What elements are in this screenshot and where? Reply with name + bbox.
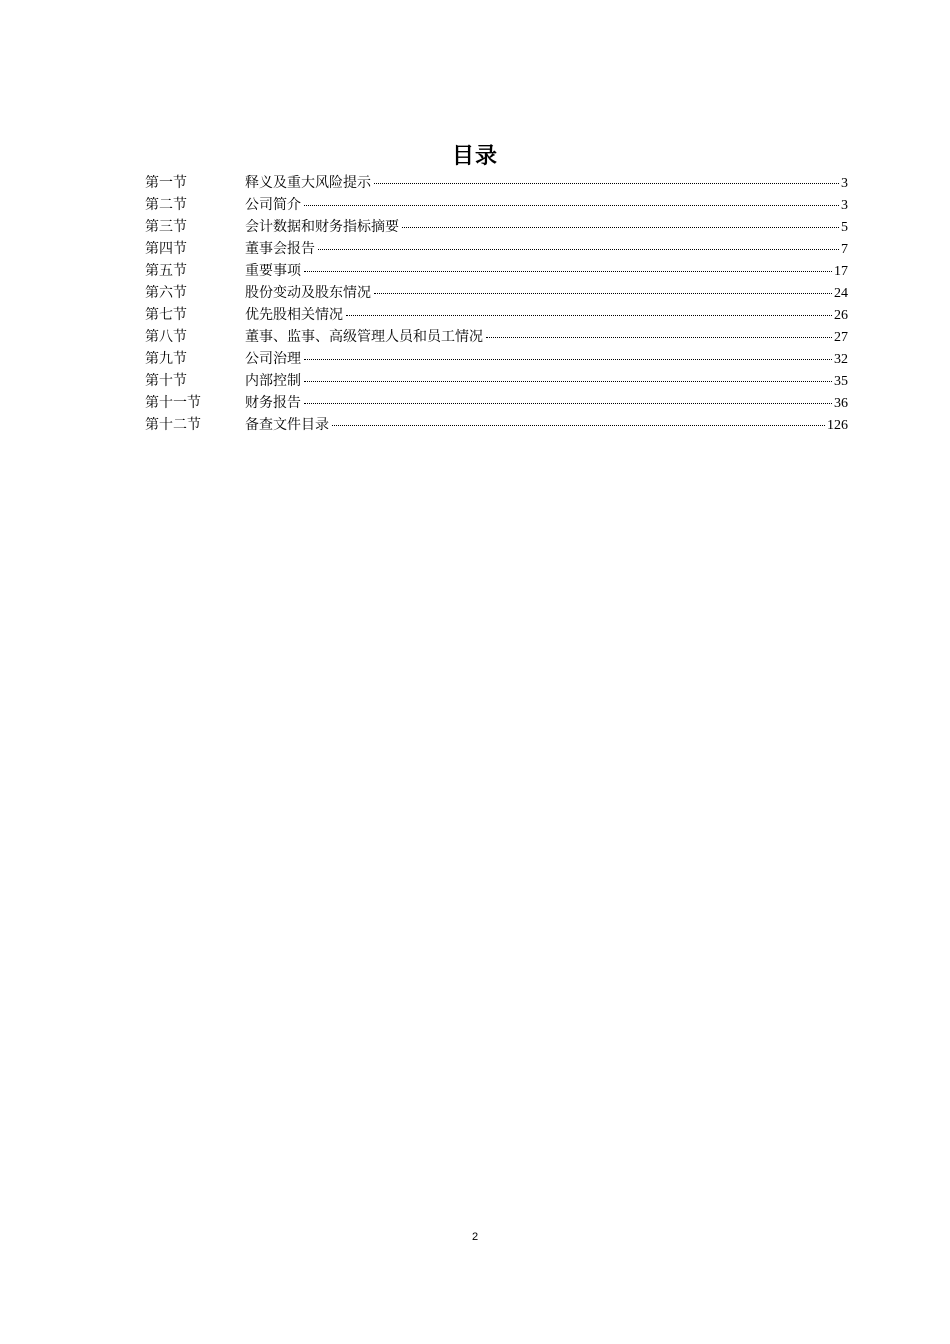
toc-entry[interactable] — [145, 194, 848, 216]
toc-section-number: 第十二节 — [145, 417, 201, 433]
toc-heading: 财务报告 — [245, 395, 301, 411]
toc-page-number: 7 — [841, 242, 848, 257]
toc-section-number: 第六节 — [145, 285, 187, 301]
toc-entry[interactable] — [145, 260, 848, 282]
toc-entry[interactable] — [145, 172, 848, 194]
toc-dot-leader — [318, 249, 839, 250]
toc-dot-leader — [304, 403, 832, 404]
toc-page-number: 3 — [841, 176, 848, 191]
page-title: 目录 — [451, 144, 498, 169]
toc-section-number: 第二节 — [145, 197, 187, 213]
toc-entry[interactable] — [145, 414, 848, 436]
toc-page-number: 3 — [841, 198, 848, 213]
toc-dot-leader — [374, 293, 832, 294]
toc-dot-leader — [304, 381, 832, 382]
toc-heading: 优先股相关情况 — [245, 307, 343, 323]
toc-section-number: 第十一节 — [145, 395, 201, 411]
toc-section-number: 第一节 — [145, 175, 187, 191]
toc-entry[interactable] — [145, 348, 848, 370]
toc-entry[interactable] — [145, 370, 848, 392]
toc-entry[interactable] — [145, 392, 848, 414]
toc-page-number: 36 — [834, 396, 848, 411]
toc-page-number: 5 — [841, 220, 848, 235]
toc-section-number: 第四节 — [145, 241, 187, 257]
toc-heading: 董事会报告 — [245, 241, 315, 257]
toc-heading: 会计数据和财务指标摘要 — [245, 219, 399, 235]
table-of-contents — [145, 172, 848, 436]
toc-section-number: 第十节 — [145, 373, 187, 389]
toc-section-number: 第五节 — [145, 263, 187, 279]
toc-dot-leader — [486, 337, 832, 338]
toc-entry[interactable] — [145, 282, 848, 304]
toc-entry[interactable] — [145, 238, 848, 260]
toc-dot-leader — [346, 315, 832, 316]
toc-heading: 董事、监事、高级管理人员和员工情况 — [245, 329, 483, 345]
toc-heading: 内部控制 — [245, 373, 301, 389]
toc-section-number: 第七节 — [145, 307, 187, 323]
toc-dot-leader — [402, 227, 839, 228]
toc-entry[interactable] — [145, 216, 848, 238]
toc-dot-leader — [332, 425, 825, 426]
toc-dot-leader — [374, 183, 839, 184]
toc-page-number: 35 — [834, 374, 848, 389]
toc-page-number: 26 — [834, 308, 848, 323]
page-number: 2 — [471, 1231, 479, 1243]
toc-section-number: 第九节 — [145, 351, 187, 367]
toc-heading: 公司简介 — [245, 197, 301, 213]
toc-entry[interactable] — [145, 326, 848, 348]
toc-heading: 释义及重大风险提示 — [245, 175, 371, 191]
toc-page-number: 24 — [834, 286, 848, 301]
toc-heading: 公司治理 — [245, 351, 301, 367]
toc-dot-leader — [304, 271, 832, 272]
toc-page-number: 27 — [834, 330, 848, 345]
toc-heading: 重要事项 — [245, 263, 301, 279]
toc-page-number: 32 — [834, 352, 848, 367]
toc-section-number: 第八节 — [145, 329, 187, 345]
toc-dot-leader — [304, 359, 832, 360]
toc-page-number: 126 — [827, 418, 848, 433]
toc-section-number: 第三节 — [145, 219, 187, 235]
toc-heading: 股份变动及股东情况 — [245, 285, 371, 301]
toc-heading: 备查文件目录 — [245, 417, 329, 433]
toc-dot-leader — [304, 205, 839, 206]
toc-page-number: 17 — [834, 264, 848, 279]
toc-entry[interactable] — [145, 304, 848, 326]
